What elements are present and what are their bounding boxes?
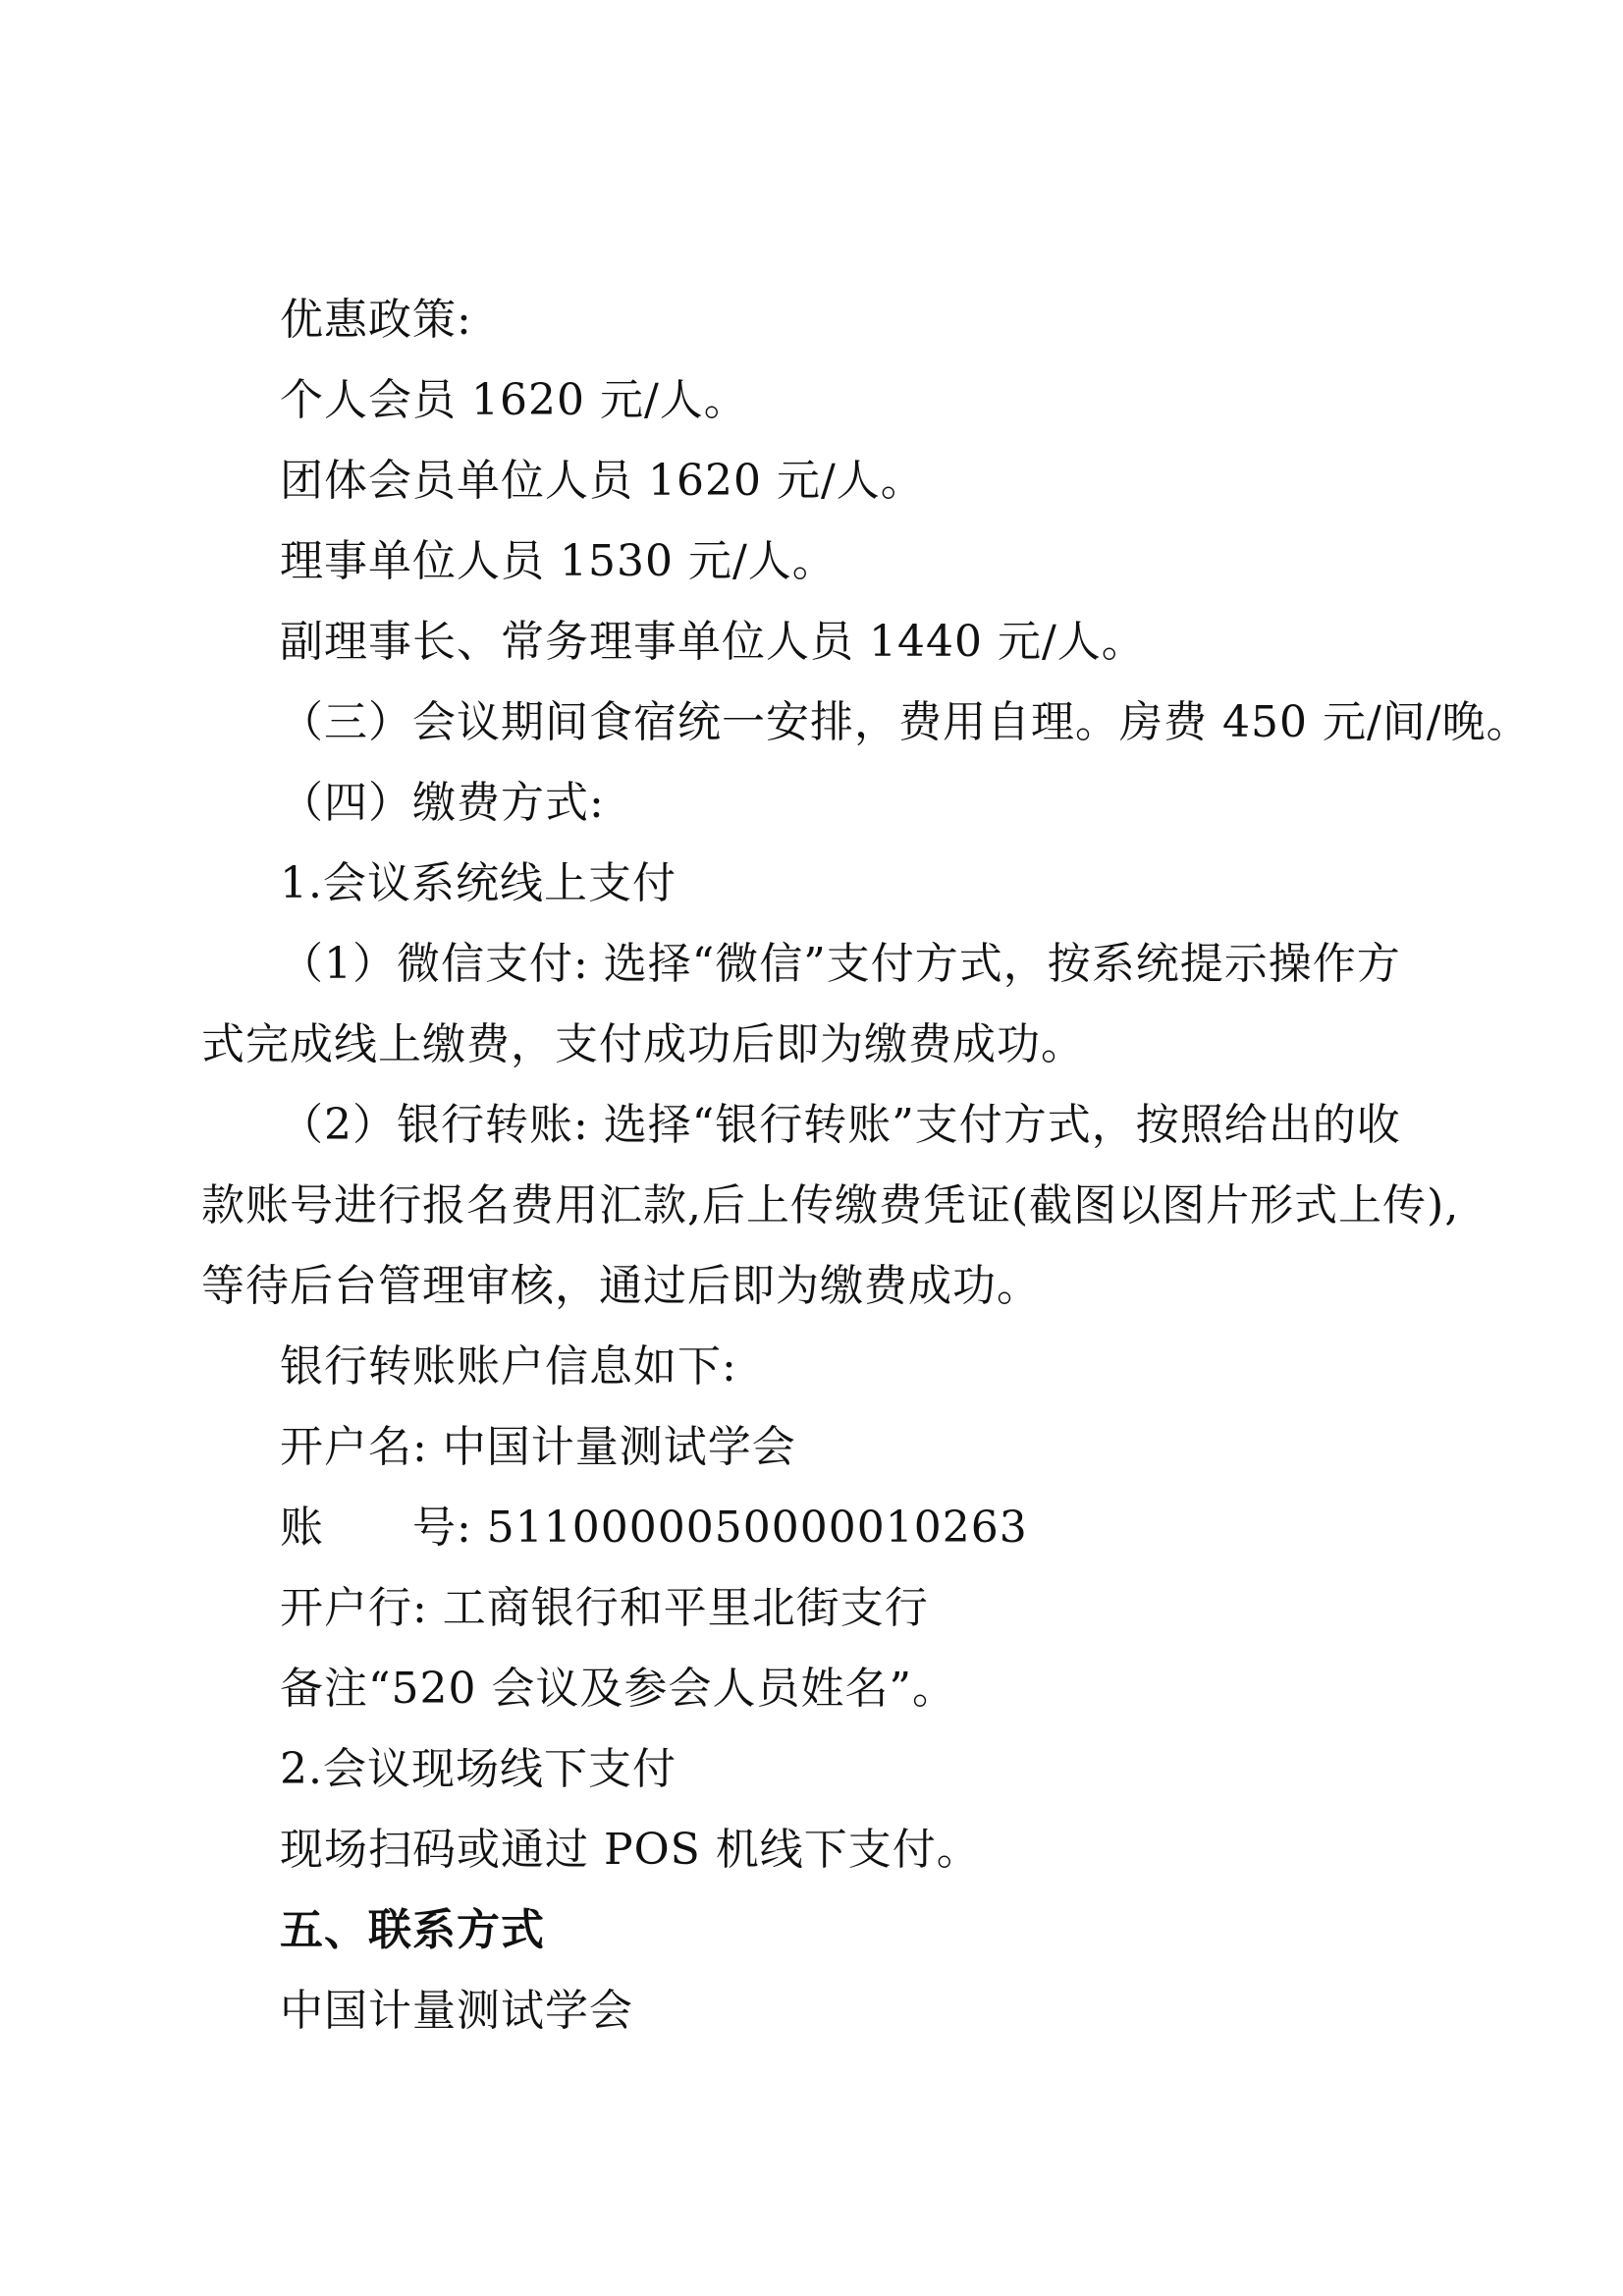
- bank-transfer-line-3: 等待后台管理审核，通过后即为缴费成功。: [201, 1261, 1041, 1311]
- wechat-payment-line-2: 式完成线上缴费，支付成功后即为缴费成功。: [201, 1019, 1085, 1069]
- director-unit-fee: 理事单位人员 1530 元/人。: [280, 536, 837, 586]
- organization-name: 中国计量测试学会: [280, 1986, 633, 2036]
- online-payment-heading: 1.会议系统线上支付: [280, 858, 676, 908]
- section-three-accommodation: （三）会议期间食宿统一安排，费用自理。房费 450 元/间/晚。: [280, 697, 1531, 747]
- bank-transfer-line-1: （2）银行转账: 选择“银行转账”支付方式，按照给出的收: [280, 1100, 1401, 1150]
- offline-payment-text: 现场扫码或通过 POS 机线下支付。: [280, 1825, 981, 1875]
- bank-transfer-line-2: 款账号进行报名费用汇款,后上传缴费凭证(截图以图片形式上传),: [201, 1180, 1460, 1230]
- section-five-contact-heading: 五、联系方式: [280, 1905, 545, 1955]
- section-four-payment-method: （四）缴费方式:: [280, 778, 605, 828]
- preferential-policy-heading: 优惠政策:: [280, 295, 472, 345]
- remittance-remark: 备注“520 会议及参会人员姓名”。: [280, 1664, 956, 1714]
- bank-branch: 开户行: 工商银行和平里北街支行: [280, 1583, 929, 1633]
- individual-member-fee: 个人会员 1620 元/人。: [280, 375, 748, 425]
- vice-chairman-unit-fee: 副理事长、常务理事单位人员 1440 元/人。: [280, 617, 1146, 667]
- bank-account-info-heading: 银行转账账户信息如下:: [280, 1341, 737, 1392]
- account-name: 开户名: 中国计量测试学会: [280, 1422, 796, 1472]
- offline-payment-heading: 2.会议现场线下支付: [280, 1744, 676, 1794]
- wechat-payment-line-1: （1）微信支付: 选择“微信”支付方式，按系统提示操作方: [280, 939, 1401, 989]
- account-number: 账 号: 5110000050000010263: [280, 1503, 1028, 1553]
- group-member-fee: 团体会员单位人员 1620 元/人。: [280, 456, 925, 506]
